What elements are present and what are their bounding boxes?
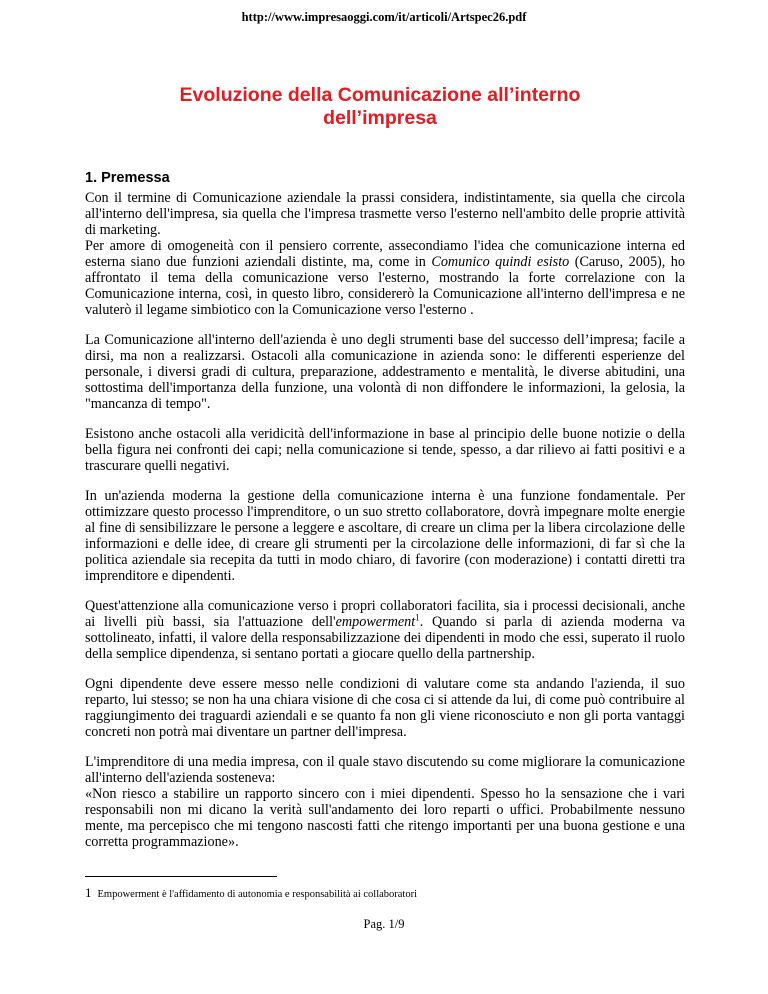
paragraph-2 [85,238,685,318]
paragraph-8: L'imprenditore di una media impresa, con il quale stavo discutendo su come migliorare la comunicazione all'interno dell'azienda sosteneva: [85,754,685,786]
book-title: Comunico quindi esisto [431,254,570,270]
paragraph-4: Esistono anche ostacoli alla veridicità dell'informazione in base al principio delle buone notizie o della bella figura nei confronti dei capi; nella comunicazione si tende, spesso, a dar rilievo ai fatti positivi e a trascurare quelli negativi. [85,426,685,474]
paragraph-2-text-b: (Caruso, 2005), ho affrontato il tema della comunicazione verso l'esterno, mostrando la forte correlazione con la Comunicazione interna, così, in questo libro, considererò la Comunicazione all'interno dell'impresa e ne valuterò il legame simbiotico con la Comunicazione verso l'esterno . [85,254,685,318]
footnote [85,886,685,902]
footnote-number: 1 [85,885,92,900]
paragraph-3: La Comunicazione all'interno dell'azienda è uno degli strumenti base del successo dell’impresa; facile a dirsi, ma non a realizzarsi. Ostacoli alla comunicazione in azienda sono: le differenti esperienze del personale, i diversi gradi di cultura, preparazione, addestramento e mentalità, le diverse abitudini, una sottostima dell'importanza della funzione, una volontà di non diffondere le informazioni, la gelosia, la "mancanza di tempo". [85,332,685,412]
paragraph-6-text-a: Quest'attenzione alla comunicazione verso i propri collaboratori facilita, sia i processi decisionali, anche ai livelli più bassi, sia l'attuazione dell' [85,598,685,630]
footnote-separator [85,876,277,877]
title-line-2: dell’impresa [323,107,437,129]
paragraph-7: Ogni dipendente deve essere messo nelle condizioni di valutare come sta andando l'azienda, il suo reparto, lui stesso; se non ha una chiara visione di che cosa ci si attende da lui, di come può contribuire al raggiungimento dei traguardi aziendali e se quanto fa non gli viene riconosciuto e non gli porta vantaggi concreti non potrà mai diventare un partner dell'impresa. [85,676,685,740]
page-number: Pag. 1/9 [363,917,405,931]
page-title [100,84,660,130]
footnote-ref[interactable]: 1 [415,612,420,623]
title-line-1: Evoluzione della Comunicazione all’interno [179,84,581,106]
paragraph-2-text-a: Per amore di omogeneità con il pensiero corrente, assecondiamo l'idea che comunicazione interna ed esterna siano due funzioni aziendali distinte, ma, come in [85,238,685,270]
quote-paragraph: «Non riesco a stabilire un rapporto sincero con i miei dipendenti. Spesso ho la sensazione che i vari responsabili non mi dicano la verità sull'andamento dei loro reparti o uffici. Probabilmente nessuno mente, ma percepisco che mi tengono nascosti fatti che ritengo importanti per una buona gestione e una corretta programmazione». [85,786,685,850]
footnote-text: Empowerment è l'affidamento di autonomia e responsabilità ai collaboratori [97,889,418,900]
paragraph-6-text-b: . Quando si parla di azienda moderna va sottolineato, infatti, il valore della responsabilizzazione dei dipendenti in modo che essi, superato il ruolo della semplice dipendenza, si sentano portati a giocare quello della partnership. [85,614,685,662]
paragraph-6 [85,598,685,662]
article-body [85,170,685,850]
paragraph-5: In un'azienda moderna la gestione della comunicazione interna è una funzione fondamentale. Per ottimizzare questo processo l'imprenditore, o un suo stretto collaboratore, dovrà impegnare molte energie al fine di sensibilizzare le persone a leggere e ascoltare, di creare un clima per la libera circolazione delle informazioni e delle idee, di creare gli strumenti per la circolazione delle informazioni, di far sì che la politica aziendale sia recepita da tutti in modo chiaro, di favorire (con moderazione) i contatti diretti tra imprenditore e dipendenti. [85,488,685,584]
section-heading: 1. Premessa [85,170,170,186]
header-url: http://www.impresaoggi.com/it/articoli/Artspec26.pdf [241,10,527,24]
empowerment-term: empowerment [335,614,416,630]
paragraph-1: Con il termine di Comunicazione aziendale la prassi considera, indistintamente, sia quella che circola all'interno dell'impresa, sia quella che l'impresa trasmette verso l'esterno nell'ambito delle proprie attività di marketing. [85,190,685,238]
